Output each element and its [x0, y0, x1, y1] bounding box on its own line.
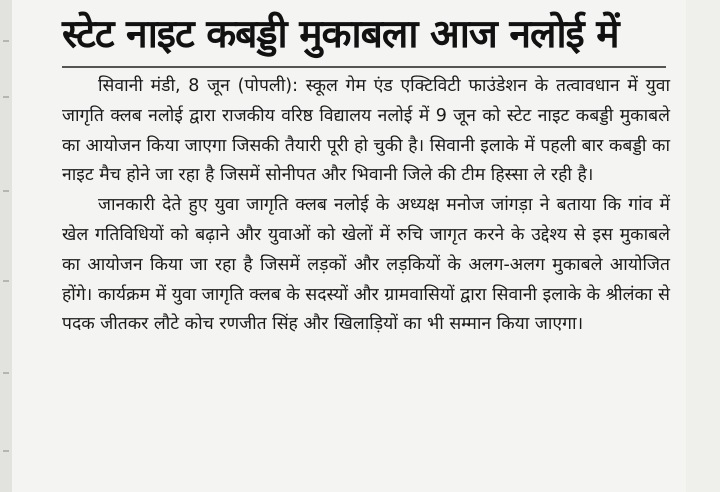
article-headline: स्टेट नाइट कबड्डी मुकाबला आज नलोई में: [62, 12, 619, 57]
adjacent-column-edge: [0, 0, 12, 492]
headline-rule: [62, 66, 666, 68]
article-paragraph-2: जानकारी देते हुए युवा जागृति क्लब नलोई के अध्यक्ष मनोज जांगड़ा ने बताया कि गांव में खेल गतिविधियों को बढ़ाने और युवाओं को खेलों में रुचि जागृत करने के उद्देश्य से इस मुकाबले का आयोजन किया जा रहा है जिसमें लड़कों और लड़कियों के अलग-अलग मुकाबले आयोजित होंगे। कार्यक्रम में युवा जागृति क्लब के सदस्यों और ग्रामवासियों द्वारा सिवानी इलाके के श्रीलंका से पदक जीतकर लौटे कोच रणजीत सिंह और खिलाड़ियों का भी सम्मान किया जाएगा।: [62, 195, 670, 335]
article-body: [62, 72, 670, 340]
adjacent-column-margin: [686, 0, 720, 492]
article-paragraph-1: सिवानी मंडी, 8 जून (पोपली): स्कूल गेम एंड एक्टिविटी फाउंडेशन के तत्वावधान में युवा जागृति क्लब नलोई द्वारा राजकीय वरिष्ठ विद्यालय नलोई में 9 जून को स्टेट नाइट कबड्डी मुकाबले का आयोजन किया जाएगा जिसकी तैयारी पूरी हो चुकी है। सिवानी इलाके में पहली बार कबड्डी का नाइट मैच होने जा रहा है जिसमें सोनीपत और भिवानी जिले की टीम हिस्सा ले रही है।: [62, 76, 670, 186]
